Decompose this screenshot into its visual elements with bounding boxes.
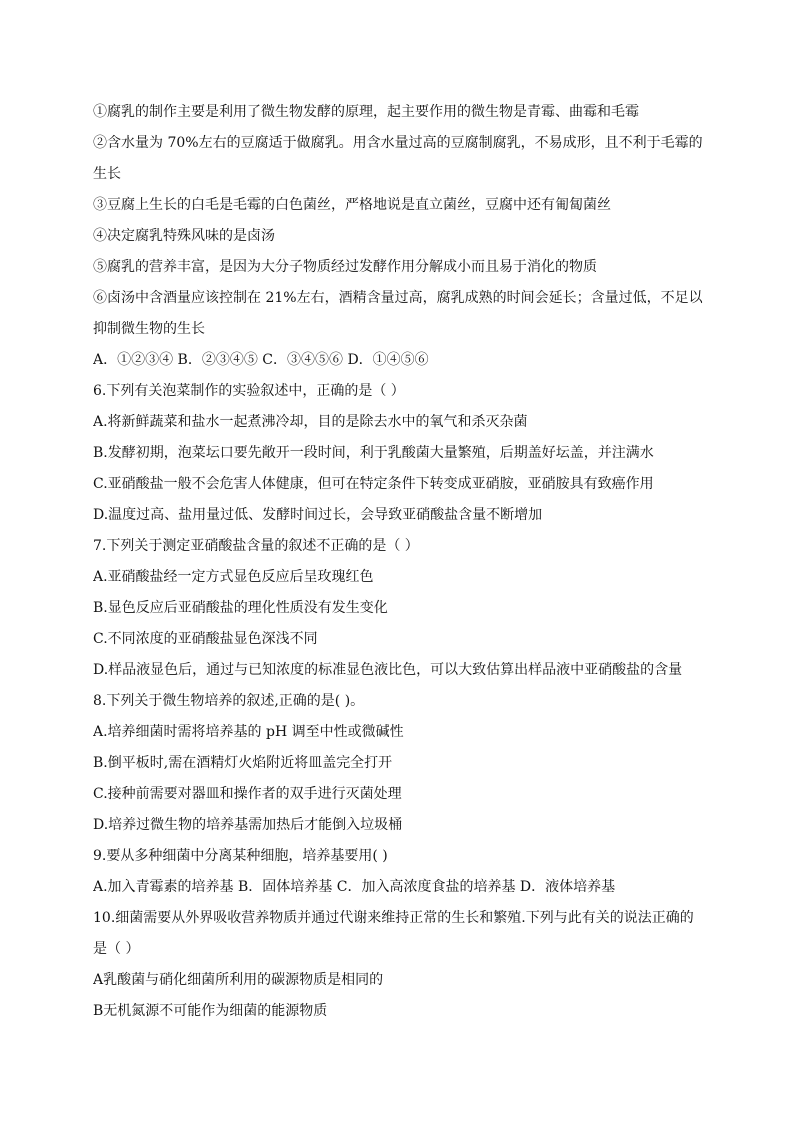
- question-6-option-a: A.将新鲜蔬菜和盐水一起煮沸冷却，目的是除去水中的氧气和杀灭杂菌: [93, 414, 528, 430]
- question-6-option-b: B.发酵初期，泡菜坛口要先敞开一段时间，利于乳酸菌大量繁殖，后期盖好坛盖，并注满水: [93, 445, 654, 461]
- question-8-option-d: D.培养过微生物的培养基需加热后才能倒入垃圾桶: [93, 817, 403, 833]
- question-7-option-a: A.亚硝酸盐经一定方式显色反应后呈玫瑰红色: [93, 569, 374, 585]
- question-5-options: A．①②③④ B．②③④⑤ C．③④⑤⑥ D．①④⑤⑥: [93, 352, 429, 368]
- statement-5: ⑤腐乳的营养丰富，是因为大分子物质经过发酵作用分解成小而且易于消化的物质: [93, 259, 597, 275]
- question-7-option-d: D.样品液显色后，通过与已知浓度的标准显色液比色，可以大致估算出样品液中亚硝酸盐的含量: [93, 662, 683, 678]
- question-7-option-b: B.显色反应后亚硝酸盐的理化性质没有发生变化: [93, 600, 388, 616]
- question-10-option-b: B无机氮源不可能作为细菌的能源物质: [93, 1003, 328, 1019]
- statement-6-continued: 抑制微生物的生长: [93, 321, 205, 337]
- statement-2: ②含水量为 70%左右的豆腐适于做腐乳。用含水量过高的豆腐制腐乳，不易成形，且不利于毛霉的: [93, 135, 703, 151]
- statement-6: ⑥卤汤中含酒量应该控制在 21%左右，酒精含量过高，腐乳成熟的时间会延长；含量过低，不足以: [93, 290, 703, 306]
- question-6-option-d: D.温度过高、盐用量过低、发酵时间过长，会导致亚硝酸盐含量不断增加: [93, 507, 543, 523]
- question-9-stem: 9.要从多种细菌中分离某种细胞，培养基要用( ): [93, 848, 388, 864]
- question-7-option-c: C.不同浓度的亚硝酸盐显色深浅不同: [93, 631, 318, 647]
- question-10-stem: 10.细菌需要从外界吸收营养物质并通过代谢来维持正常的生长和繁殖.下列与此有关的说法正确的: [93, 910, 694, 926]
- question-9-options: A.加入青霉素的培养基 B．固体培养基 C．加入高浓度食盐的培养基 D．液体培养基: [93, 879, 616, 895]
- question-10-option-a: A乳酸菌与硝化细菌所利用的碳源物质是相同的: [93, 972, 384, 988]
- question-7-stem: 7.下列关于测定亚硝酸盐含量的叙述不正确的是（ ）: [93, 538, 419, 554]
- question-6-option-c: C.亚硝酸盐一般不会危害人体健康，但可在特定条件下转变成亚硝胺，亚硝胺具有致癌作用: [93, 476, 654, 492]
- question-6-stem: 6.下列有关泡菜制作的实验叙述中，正确的是（ ）: [93, 383, 405, 399]
- statement-1: ①腐乳的制作主要是利用了微生物发酵的原理，起主要作用的微生物是青霉、曲霉和毛霉: [93, 104, 639, 120]
- question-8-option-c: C.接种前需要对器皿和操作者的双手进行灭菌处理: [93, 786, 402, 802]
- question-8-option-a: A.培养细菌时需将培养基的 pH 调至中性或微碱性: [93, 724, 404, 740]
- statement-2-continued: 生长: [93, 166, 121, 182]
- statement-4: ④决定腐乳特殊风味的是卤汤: [93, 228, 275, 244]
- question-10-stem-continued: 是（ ）: [93, 941, 140, 957]
- question-8-stem: 8.下列关于微生物培养的叙述,正确的是( )。: [93, 693, 365, 709]
- question-8-option-b: B.倒平板时,需在酒精灯火焰附近将皿盖完全打开: [93, 755, 393, 771]
- statement-3: ③豆腐上生长的白毛是毛霉的白色菌丝，严格地说是直立菌丝，豆腐中还有匍匐菌丝: [93, 197, 611, 213]
